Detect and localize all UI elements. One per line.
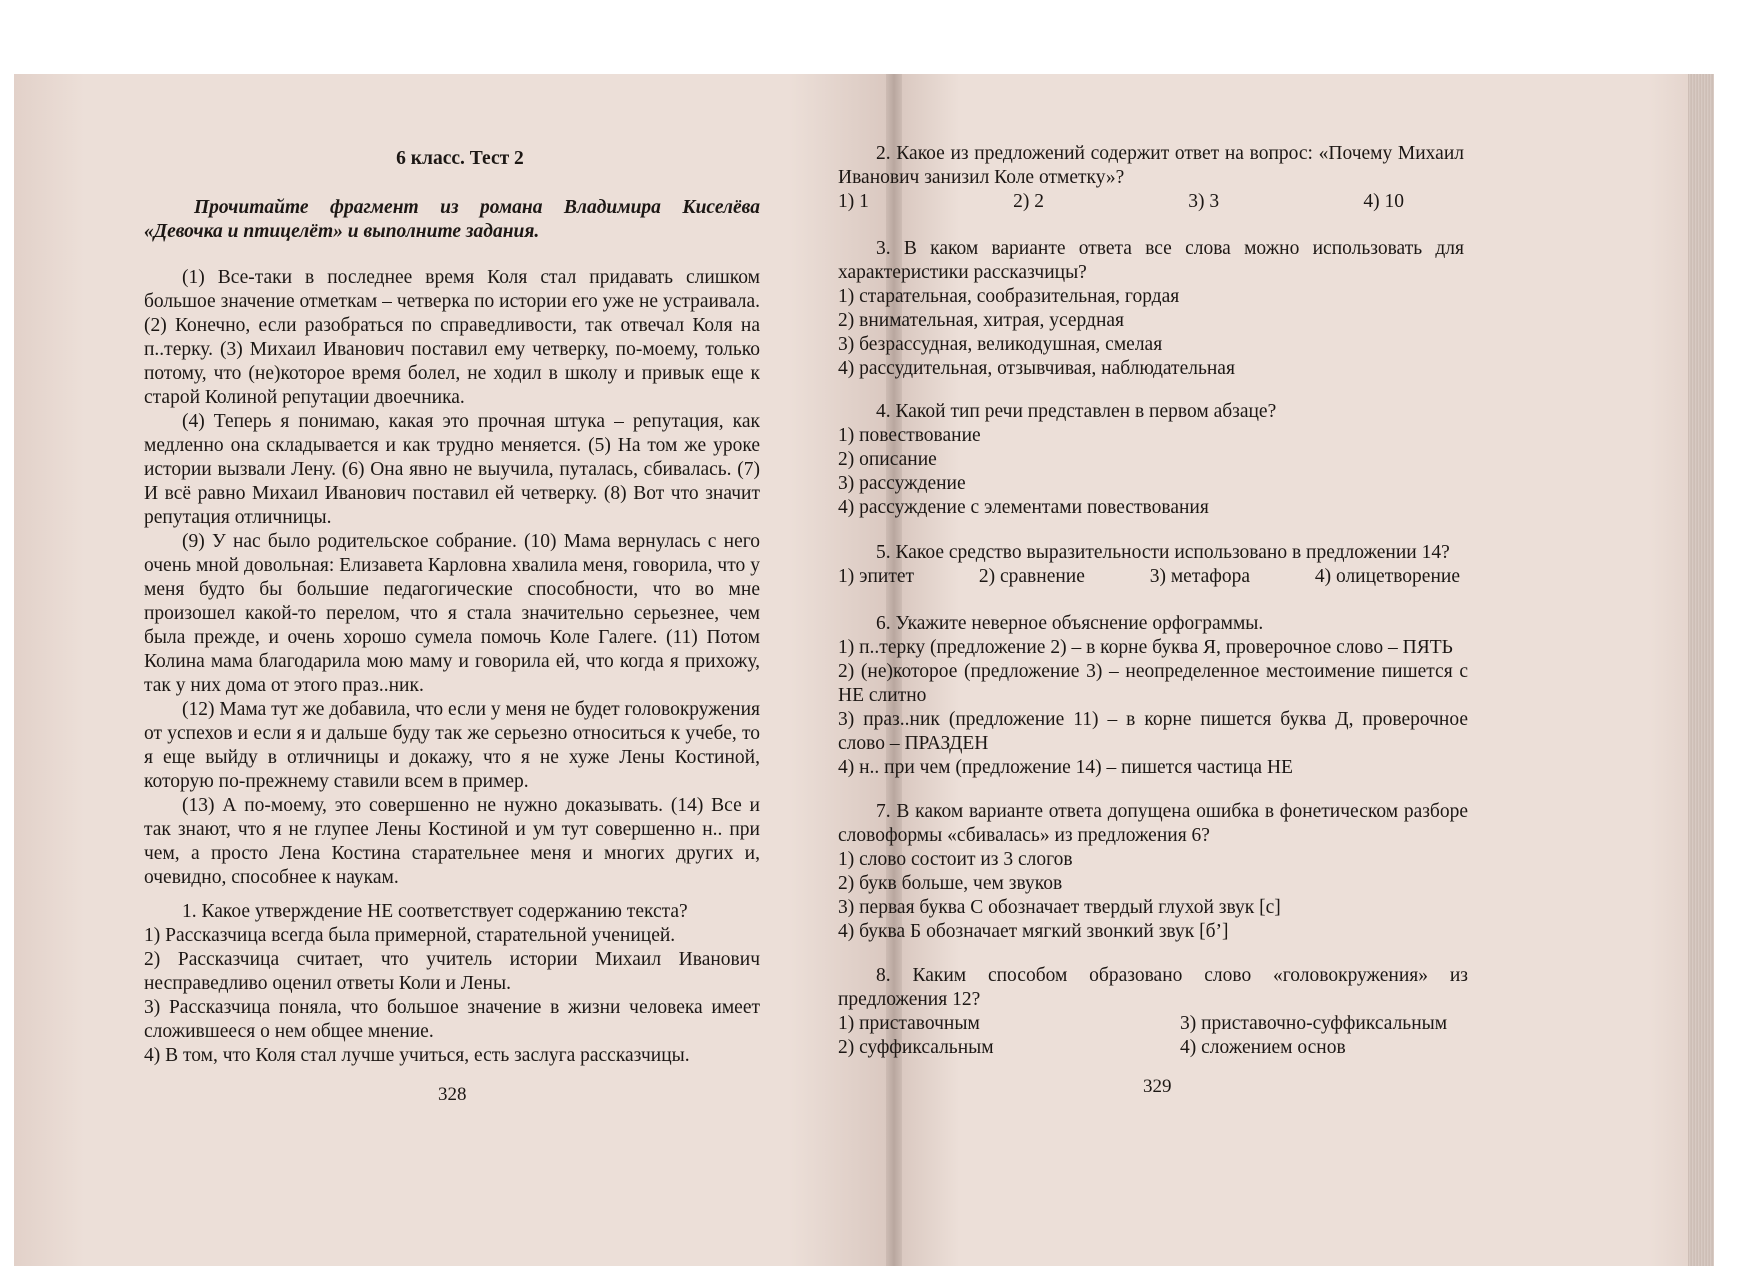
question-6-option-1: 1) п..терку (предложение 2) – в корне буква Я, проверочное слово – ПЯТЬ xyxy=(838,637,1453,658)
question-6-option-3: 3) праз..ник (предложение 11) – в корне пишется буква Д, проверочное слово – ПРАЗДЕН xyxy=(838,709,1468,754)
page-edges xyxy=(1688,74,1714,1266)
passage-paragraph-5: (13) А по-моему, это совершенно не нужно доказывать. (14) Все и так знают, что я не глупее Лены Костиной и ум тут совершенно н.. при чем, а просто Лена Костина старательнее меня и многих других и, очевидно, способнее к наукам. xyxy=(144,795,760,888)
question-8-option-2: 2) суффиксальным xyxy=(838,1037,994,1058)
question-4-option-2: 2) описание xyxy=(838,449,937,470)
question-1 xyxy=(144,900,760,1068)
page-number-left: 328 xyxy=(438,1084,467,1105)
question-7-option-1: 1) слово состоит из 3 слогов xyxy=(838,849,1073,870)
question-6-option-2: 2) (не)которое (предложение 3) – неопределенное местоимение пишется с НЕ слитно xyxy=(838,661,1468,706)
question-8-options xyxy=(838,1012,1468,1060)
question-7 xyxy=(838,800,1468,944)
question-4 xyxy=(838,400,1464,520)
question-8-option-1: 1) приставочным xyxy=(838,1013,980,1034)
question-6 xyxy=(838,612,1468,780)
question-3-option-4: 4) рассудительная, отзывчивая, наблюдательная xyxy=(838,358,1235,379)
question-2-option-3: 3) 3 xyxy=(1188,191,1220,212)
question-4-option-1: 1) повествование xyxy=(838,425,981,446)
question-7-option-2: 2) букв больше, чем звуков xyxy=(838,873,1063,894)
question-5-option-2: 2) сравнение xyxy=(978,566,1085,587)
question-1-option-1: 1) Рассказчица всегда была примерной, старательной ученицей. xyxy=(144,925,676,946)
question-6-text: 6. Укажите неверное объяснение орфограммы. xyxy=(876,613,1264,634)
question-5-options xyxy=(838,565,1464,589)
question-1-option-3: 3) Рассказчица поняла, что большое значение в жизни человека имеет сложившееся о нем общее мнение. xyxy=(144,997,760,1042)
reading-instruction: Прочитайте фрагмент из романа Владимира Киселёва «Девочка и птицелёт» и выполните задания. xyxy=(144,197,760,242)
question-4-text: 4. Какой тип речи представлен в первом абзаце? xyxy=(876,401,1277,422)
question-7-option-4: 4) буква Б обозначает мягкий звонкий звук [б’] xyxy=(838,921,1229,942)
passage-paragraph-4: (12) Мама тут же добавила, что если у меня не будет головокружения от успехов и если я и дальше буду так же серьезно относиться к учебе, то я еще выйду в отличницы и докажу, что я не хуже Лены Костиной, которую по-прежнему ставили всем в пример. xyxy=(144,699,760,792)
question-1-option-2: 2) Рассказчица считает, что учитель истории Михаил Иванович несправедливо оценил ответы Коли и Лены. xyxy=(144,949,760,994)
question-3-option-2: 2) внимательная, хитрая, усердная xyxy=(838,310,1125,331)
question-4-option-3: 3) рассуждение xyxy=(838,473,966,494)
reading-passage xyxy=(144,266,760,890)
question-4-option-4: 4) рассуждение с элементами повествования xyxy=(838,497,1209,518)
question-1-option-4: 4) В том, что Коля стал лучше учиться, есть заслуга рассказчицы. xyxy=(144,1045,690,1066)
question-2-option-4: 4) 10 xyxy=(1363,191,1404,212)
question-3-option-3: 3) безрассудная, великодушная, смелая xyxy=(838,334,1163,355)
question-5-text: 5. Какое средство выразительности использовано в предложении 14? xyxy=(876,542,1450,563)
question-8 xyxy=(838,964,1468,1060)
question-6-option-4: 4) н.. при чем (предложение 14) – пишется частица НЕ xyxy=(838,757,1293,778)
page-number-right: 329 xyxy=(1143,1076,1172,1097)
question-8-option-4: 4) сложением основ xyxy=(1180,1037,1346,1058)
question-3-text: 3. В каком варианте ответа все слова можно использовать для характеристики рассказчицы? xyxy=(838,238,1464,283)
question-3-option-1: 1) старательная, сообразительная, гордая xyxy=(838,286,1180,307)
question-7-option-3: 3) первая буква С обозначает твердый глухой звук [с] xyxy=(838,897,1281,918)
question-2-option-1: 1) 1 xyxy=(838,191,869,212)
question-5-option-4: 4) олицетворение xyxy=(1314,566,1460,587)
question-8-option-3: 3) приставочно-суффиксальным xyxy=(1180,1013,1448,1034)
question-2-option-2: 2) 2 xyxy=(1013,191,1044,212)
question-5 xyxy=(838,541,1464,589)
test-title: 6 класс. Тест 2 xyxy=(396,148,524,169)
question-5-option-3: 3) метафора xyxy=(1149,566,1251,587)
question-2-text: 2. Какое из предложений содержит ответ на вопрос: «Почему Михаил Иванович занизил Коле отметку»? xyxy=(838,143,1464,188)
question-7-text: 7. В каком варианте ответа допущена ошибка в фонетическом разборе словоформы «сбивалась» из предложения 6? xyxy=(838,801,1468,846)
question-2-options xyxy=(838,190,1464,214)
question-8-text: 8. Каким способом образовано слово «головокружения» из предложения 12? xyxy=(838,965,1468,1010)
passage-paragraph-2: (4) Теперь я понимаю, какая это прочная штука – репутация, как медленно она складывается и как трудно меняется. (5) На том же уроке истории вызвали Лену. (6) Она явно не выучила, путалась, сбивалась. (7) И всё равно Михаил Иванович поставил ей четверку. (8) Вот что значит репутация отличницы. xyxy=(144,411,760,528)
question-5-option-1: 1) эпитет xyxy=(838,566,915,587)
passage-paragraph-1: (1) Все-таки в последнее время Коля стал придавать слишком большое значение отметкам – четверка по истории его уже не устраивала. (2) Конечно, если разобраться по справедливости, так отвечал Коля на п..терку. (3) Михаил Иванович поставил ему четверку, по-моему, только потому, что (не)которое время болел, не ходил в школу и привык еще к старой Колиной репутации двоечника. xyxy=(144,267,760,408)
question-1-text: 1. Какое утверждение НЕ соответствует содержанию текста? xyxy=(182,901,688,922)
question-3 xyxy=(838,237,1464,381)
passage-paragraph-3: (9) У нас было родительское собрание. (10) Мама вернулась с него очень мной довольная: Елизавета Карловна хвалила меня, говорила, что у меня будто бы большие педагогические способности, что во мне произошел какой-то перелом, что я стала значительно серьезнее, чем была прежде, и очень хорошо сумела помочь Коле Галеге. (11) Потом Колина мама благодарила мою маму и говорила ей, что когда я прихожу, так у них дома от этого праз..ник. xyxy=(144,531,760,696)
question-2 xyxy=(838,142,1464,214)
